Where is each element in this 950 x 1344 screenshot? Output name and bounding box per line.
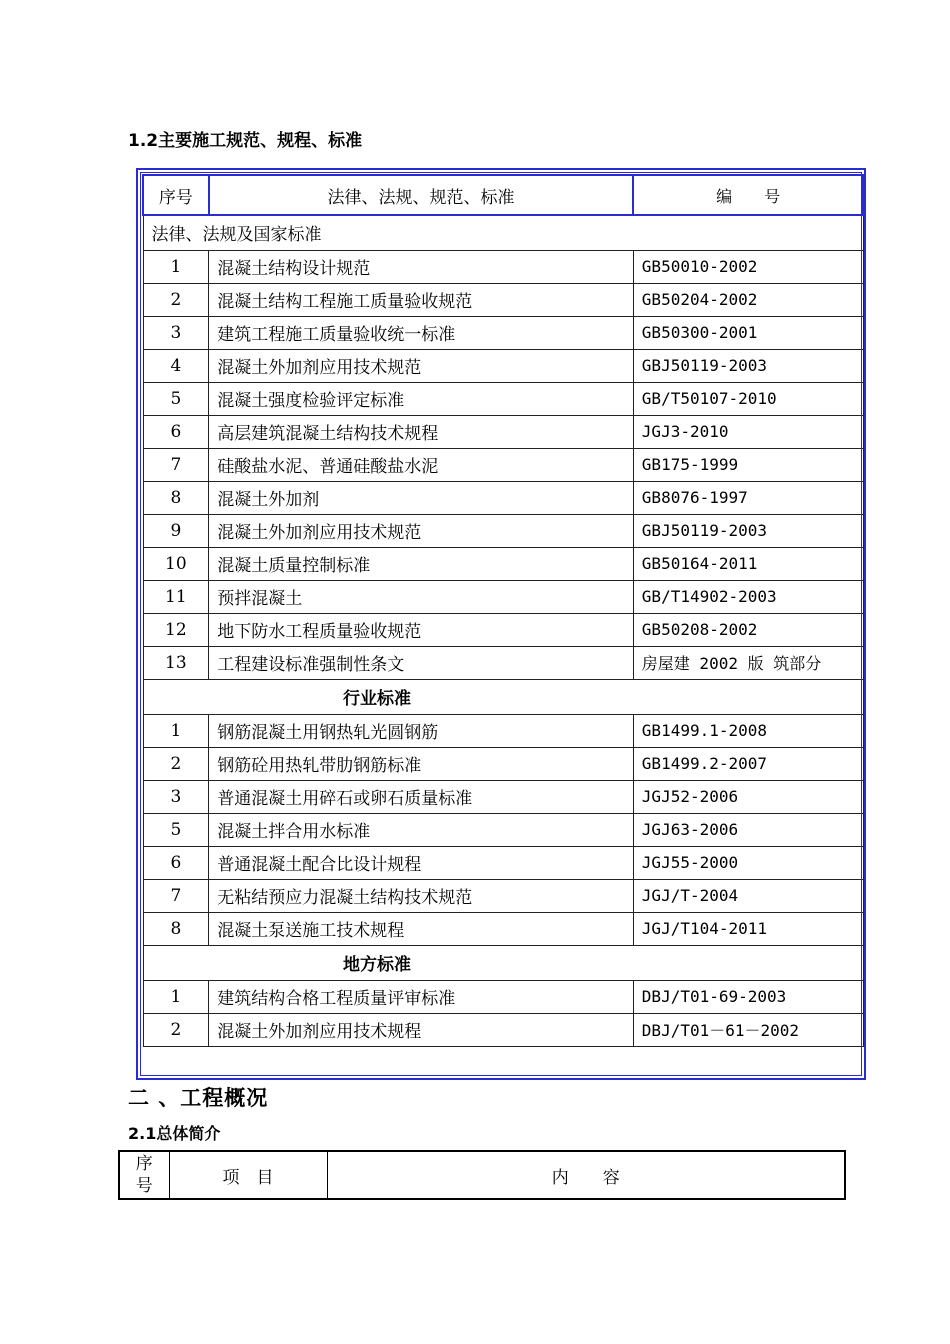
row-no: 8 — [143, 481, 209, 514]
table-row — [143, 349, 863, 382]
row-no: 13 — [143, 646, 209, 679]
row-name: 混凝土外加剂 — [209, 481, 634, 514]
row-code: GB8076-1997 — [633, 481, 863, 514]
table-row — [143, 547, 863, 580]
row-code: GB/T50107-2010 — [633, 382, 863, 415]
group-row — [143, 215, 863, 250]
row-no: 3 — [143, 780, 209, 813]
row-code: GB/T14902-2003 — [633, 580, 863, 613]
standards-table — [142, 174, 864, 1047]
row-no: 2 — [143, 747, 209, 780]
row-name: 混凝土外加剂应用技术规程 — [209, 1013, 634, 1046]
table-row — [143, 780, 863, 813]
table-row — [143, 613, 863, 646]
header-name: 法律、法规、规范、标准 — [209, 175, 634, 215]
row-code: GB50164-2011 — [633, 547, 863, 580]
overview-table — [118, 1150, 846, 1200]
row-no: 7 — [143, 879, 209, 912]
row-no: 3 — [143, 316, 209, 349]
row-code: GB50300-2001 — [633, 316, 863, 349]
row-code: GB175-1999 — [633, 448, 863, 481]
group-label: 行业标准 — [143, 679, 863, 714]
row-no: 7 — [143, 448, 209, 481]
table-row — [143, 912, 863, 945]
row-name: 地下防水工程质量验收规范 — [209, 613, 634, 646]
row-no: 10 — [143, 547, 209, 580]
table-row — [143, 646, 863, 679]
row-name: 工程建设标准强制性条文 — [209, 646, 634, 679]
table-row — [143, 1013, 863, 1046]
table-row — [143, 283, 863, 316]
row-name: 钢筋砼用热轧带肋钢筋标准 — [209, 747, 634, 780]
row-no: 2 — [143, 1013, 209, 1046]
row-code: GB50208-2002 — [633, 613, 863, 646]
row-code: GB50204-2002 — [633, 283, 863, 316]
table-row — [143, 514, 863, 547]
row-name: 混凝土拌合用水标准 — [209, 813, 634, 846]
row-code: JGJ52-2006 — [633, 780, 863, 813]
table-row — [143, 250, 863, 283]
row-code: GBJ50119-2003 — [633, 349, 863, 382]
row-no: 5 — [143, 813, 209, 846]
group-row — [143, 945, 863, 980]
group-label: 法律、法规及国家标准 — [143, 215, 863, 250]
row-name: 预拌混凝土 — [209, 580, 634, 613]
table-row — [143, 316, 863, 349]
row-code: JGJ55-2000 — [633, 846, 863, 879]
row-name: 混凝土质量控制标准 — [209, 547, 634, 580]
row-no: 1 — [143, 980, 209, 1013]
overview-header-row — [119, 1151, 845, 1199]
table-row — [143, 813, 863, 846]
overview-header-no-text: 序号 — [135, 1154, 153, 1196]
group-row — [143, 679, 863, 714]
row-name: 无粘结预应力混凝土结构技术规范 — [209, 879, 634, 912]
table-row — [143, 481, 863, 514]
row-name: 普通混凝土用碎石或卵石质量标准 — [209, 780, 634, 813]
row-code: GB50010-2002 — [633, 250, 863, 283]
row-code: 房屋建 2002 版 筑部分 — [633, 646, 863, 679]
row-name: 混凝土外加剂应用技术规范 — [209, 349, 634, 382]
section-heading-overview: 二 、工程概况 — [128, 1086, 269, 1110]
row-no: 2 — [143, 283, 209, 316]
row-code: DBJ/T01-69-2003 — [633, 980, 863, 1013]
table-row — [143, 448, 863, 481]
row-code: DBJ/T01－61－2002 — [633, 1013, 863, 1046]
row-code: JGJ63-2006 — [633, 813, 863, 846]
row-name: 硅酸盐水泥、普通硅酸盐水泥 — [209, 448, 634, 481]
overview-header-content: 内 容 — [327, 1151, 845, 1199]
row-no: 12 — [143, 613, 209, 646]
row-no: 4 — [143, 349, 209, 382]
row-no: 6 — [143, 415, 209, 448]
row-name: 混凝土结构工程施工质量验收规范 — [209, 283, 634, 316]
row-code: JGJ3-2010 — [633, 415, 863, 448]
row-no: 1 — [143, 250, 209, 283]
section-heading-standards: 1.2主要施工规范、规程、标准 — [128, 131, 363, 151]
row-name: 混凝土泵送施工技术规程 — [209, 912, 634, 945]
row-no: 6 — [143, 846, 209, 879]
standards-header-row — [143, 175, 863, 215]
table-row — [143, 714, 863, 747]
row-name: 普通混凝土配合比设计规程 — [209, 846, 634, 879]
header-code: 编 号 — [633, 175, 863, 215]
table-row — [143, 879, 863, 912]
row-code: JGJ/T104-2011 — [633, 912, 863, 945]
row-code: GB1499.1-2008 — [633, 714, 863, 747]
row-name: 混凝土强度检验评定标准 — [209, 382, 634, 415]
standards-table-frame — [136, 168, 866, 1080]
row-code: GBJ50119-2003 — [633, 514, 863, 547]
row-code: JGJ/T-2004 — [633, 879, 863, 912]
overview-header-no — [119, 1151, 169, 1199]
row-no: 11 — [143, 580, 209, 613]
section-heading-summary: 2.1总体简介 — [128, 1124, 221, 1143]
table-row — [143, 415, 863, 448]
row-no: 5 — [143, 382, 209, 415]
row-name: 建筑结构合格工程质量评审标准 — [209, 980, 634, 1013]
row-no: 9 — [143, 514, 209, 547]
row-code: GB1499.2-2007 — [633, 747, 863, 780]
row-no: 1 — [143, 714, 209, 747]
table-row — [143, 980, 863, 1013]
table-row — [143, 747, 863, 780]
row-name: 混凝土结构设计规范 — [209, 250, 634, 283]
group-label: 地方标准 — [143, 945, 863, 980]
row-name: 高层建筑混凝土结构技术规程 — [209, 415, 634, 448]
table-row — [143, 580, 863, 613]
header-no: 序号 — [143, 175, 209, 215]
table-row — [143, 382, 863, 415]
row-name: 建筑工程施工质量验收统一标准 — [209, 316, 634, 349]
overview-header-item: 项 目 — [169, 1151, 327, 1199]
row-name: 混凝土外加剂应用技术规范 — [209, 514, 634, 547]
table-row — [143, 846, 863, 879]
row-no: 8 — [143, 912, 209, 945]
row-name: 钢筋混凝土用钢热轧光圆钢筋 — [209, 714, 634, 747]
